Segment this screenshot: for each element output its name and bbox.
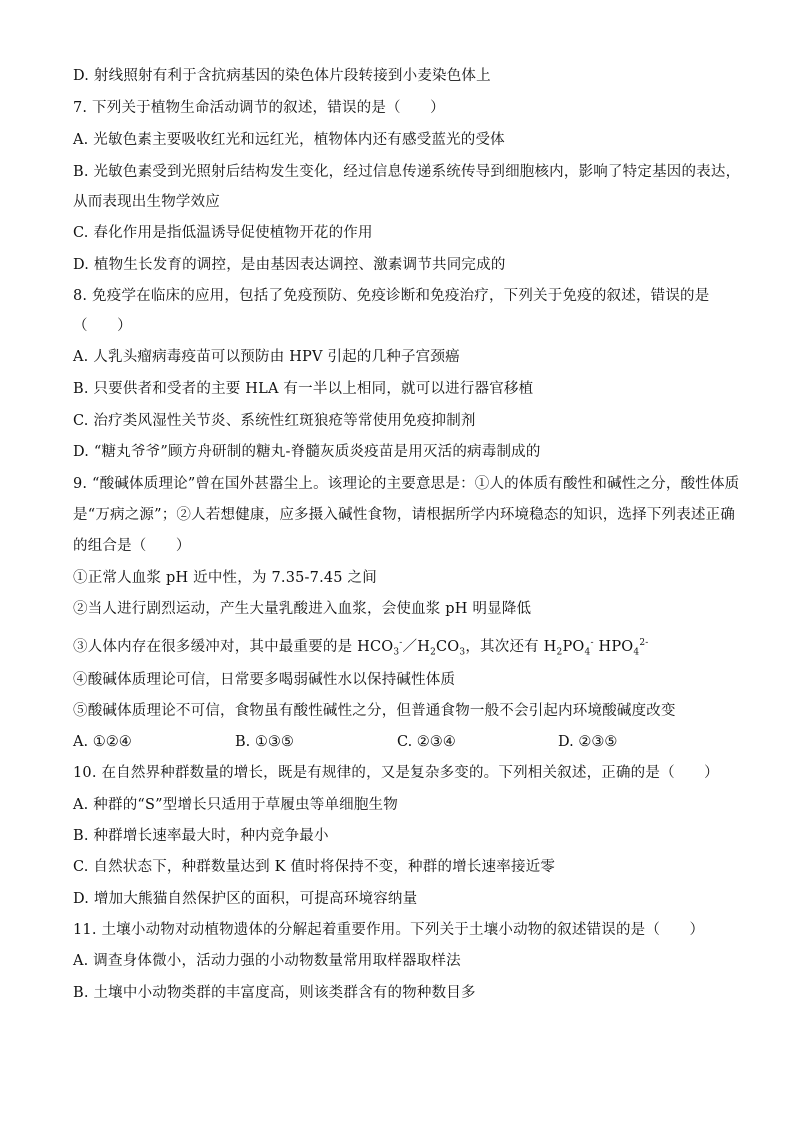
q9-option-d: D. ②③⑤ [558, 734, 618, 750]
q9-option-c: C. ②③④ [397, 734, 456, 750]
q9-statement-3 [73, 634, 649, 662]
q9-s3-sub: 2 [556, 647, 563, 658]
q7-option-d: D. 植物生长发育的调控，是由基因表达调控、激素调节共同完成的 [73, 257, 506, 273]
q9-s3-hco3: HCO [357, 638, 394, 655]
q9-statement-4: ④酸碱体质理论可信，日常要多喝弱碱性水以保持碱性体质 [73, 672, 456, 688]
q9-statement-5: ⑤酸碱体质理论不可信，食物虽有酸性碱性之分，但普通食物一般不会引起内环境酸碱度改变 [73, 703, 676, 719]
q9-s3-sub: 4 [633, 647, 640, 658]
q9-statement-1: ①正常人血浆 pH 近中性，为 7.35-7.45 之间 [73, 570, 377, 586]
q9-s3-sub: 3 [459, 647, 466, 658]
q9-s3-h: H [543, 638, 557, 655]
q10-option-a: A. 种群的“S”型增长只适用于草履虫等单细胞生物 [73, 797, 398, 813]
q11-option-b: B. 土壤中小动物类群的丰富度高，则该类群含有的物种数目多 [73, 985, 476, 1001]
q10-option-b: B. 种群增长速率最大时，种内竞争最小 [73, 828, 329, 844]
q9-s3-sub: 2 [430, 647, 437, 658]
q9-stem-line3: 的组合是（ ） [73, 538, 191, 554]
q9-statement-2: ②当人进行剧烈运动，产生大量乳酸进入血浆，会使血浆 pH 明显降低 [73, 601, 532, 617]
q8-stem-line1: 8. 免疫学在临床的应用，包括了免疫预防、免疫诊断和免疫治疗，下列关于免疫的叙述，错误的是 [73, 288, 710, 304]
q6-option-d: D. 射线照射有利于含抗病基因的染色体片段转接到小麦染色体上 [73, 68, 491, 84]
q7-stem: 7. 下列关于植物生命活动调节的叙述，错误的是（ ） [73, 100, 445, 116]
q7-option-c: C. 春化作用是指低温诱导促使植物开花的作用 [73, 225, 373, 241]
q10-stem: 10. 在自然界种群数量的增长，既是有规律的，又是复杂多变的。下列相关叙述，正确的是（ ） [73, 765, 719, 781]
q9-s3-po: PO [562, 638, 585, 655]
q9-option-a: A. ①②④ [73, 734, 132, 750]
q9-s3-prefix: ③人体内存在很多缓冲对，其中最重要的是 [73, 638, 358, 655]
q10-option-d: D. 增加大熊猫自然保护区的面积，可提高环境容纳量 [73, 891, 418, 907]
q7-option-b-line2: 从而表现出生物学效应 [73, 194, 220, 210]
q9-stem-line2: 是“万病之源”；②人若想健康，应多摄入碱性食物，请根据所学内环境稳态的知识，选择下列表述正确 [73, 507, 736, 523]
q9-s3-sub: 4 [584, 647, 591, 658]
q9-s3-mid: ／H [402, 638, 431, 655]
q8-option-c: C. 治疗类风湿性关节炎、系统性红斑狼疮等常使用免疫抑制剂 [73, 413, 476, 429]
q8-stem-line2: （ ） [73, 318, 132, 334]
q8-option-a: A. 人乳头瘤病毒疫苗可以预防由 HPV 引起的几种子宫颈癌 [73, 349, 460, 365]
q11-option-a: A. 调查身体微小，活动力强的小动物数量常用取样器取样法 [73, 953, 461, 969]
q9-s3-sub: 3 [393, 647, 400, 658]
q8-option-b: B. 只要供者和受者的主要 HLA 有一半以上相同，就可以进行器官移植 [73, 381, 534, 397]
q9-option-b: B. ①③⑤ [235, 734, 294, 750]
q9-s3-co3: CO [436, 638, 460, 655]
q9-s3-next: ，其次还有 [465, 638, 544, 655]
q8-option-d: D. “糖丸爷爷”顾方舟研制的糖丸-脊髓灰质炎疫苗是用灭活的病毒制成的 [73, 444, 541, 460]
q9-s3-sup: 2- [639, 638, 649, 648]
q7-option-a: A. 光敏色素主要吸收红光和远红光，植物体内还有感受蓝光的受体 [73, 132, 505, 148]
q9-stem-line1: 9. “酸碱体质理论”曾在国外甚嚣尘上。该理论的主要意思是：①人的体质有酸性和碱性之分，酸性体质 [73, 476, 740, 492]
q7-option-b-line1: B. 光敏色素受到光照射后结构发生变化，经过信息传递系统传导到细胞核内，影响了特定基因的表达， [73, 164, 741, 180]
q11-stem: 11. 土壤小动物对动植物遗体的分解起着重要作用。下列关于土壤小动物的叙述错误的是（ ） [73, 922, 705, 938]
q9-s3-hpo: HPO [593, 638, 634, 655]
q9-s3-sup: - [590, 638, 594, 648]
q9-s3-sup: - [399, 638, 403, 648]
q9-options [73, 733, 723, 751]
q10-option-c: C. 自然状态下，种群数量达到 K 值时将保持不变，种群的增长速率接近零 [73, 859, 556, 875]
